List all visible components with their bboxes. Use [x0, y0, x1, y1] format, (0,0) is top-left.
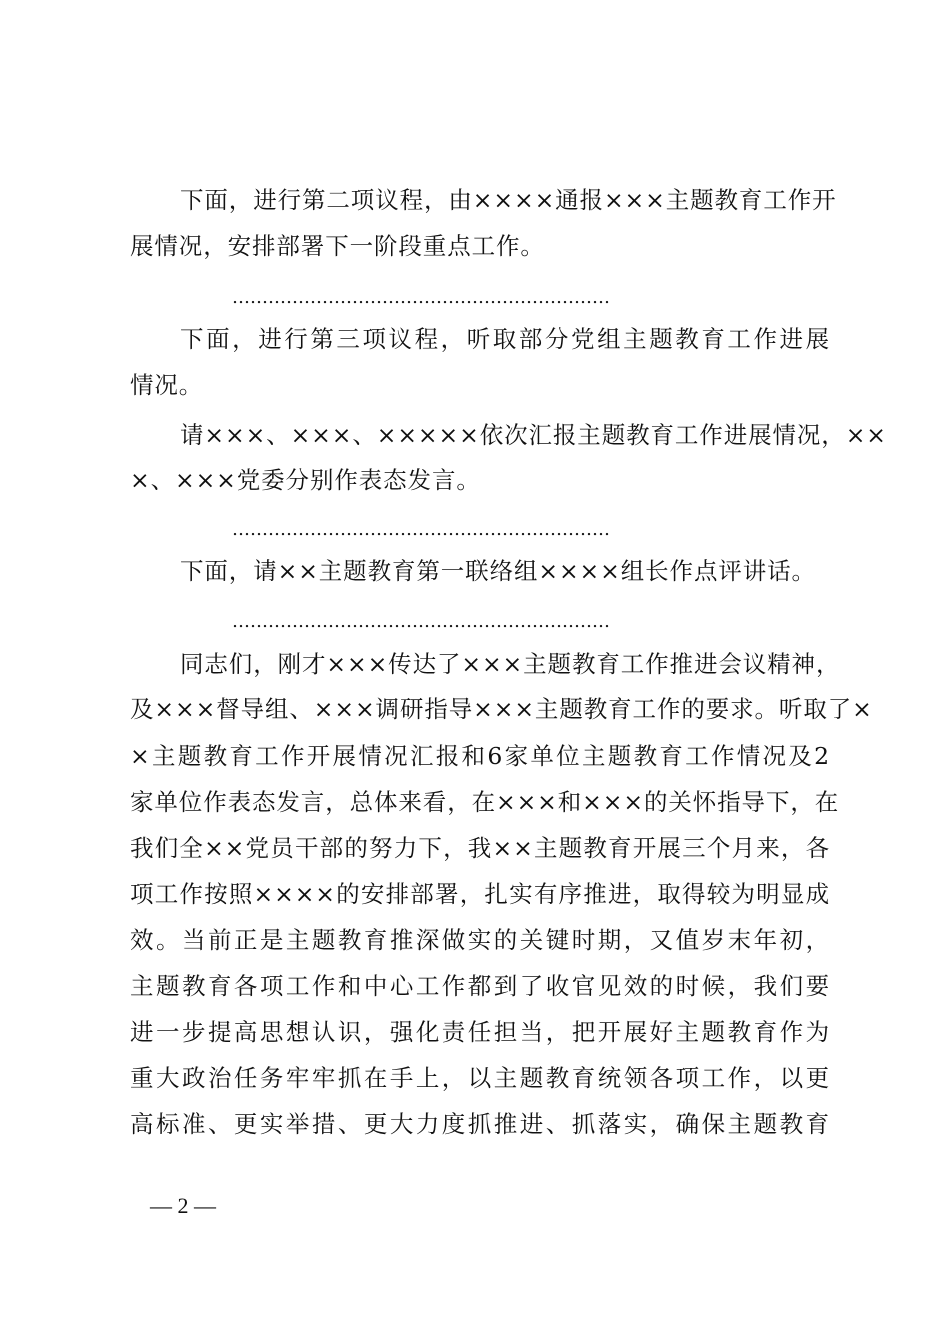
paragraph-agenda-three-line-1: 下面，进行第三项议程，听取部分党组主题教育工作进展	[180, 325, 830, 353]
ellipsis-separator: ………………………………………………………	[232, 612, 610, 632]
paragraph-report-line-2: ×、×××党委分别作表态发言。	[130, 466, 481, 494]
speech-line: 家单位作表态发言，总体来看，在×××和×××的关怀指导下，在	[130, 788, 840, 816]
speech-line: 同志们，刚才×××传达了×××主题教育工作推进会议精神，	[180, 650, 841, 678]
ellipsis-separator: ………………………………………………………	[232, 288, 610, 308]
paragraph-report-line-1: 请×××、×××、×××××依次汇报主题教育工作进展情况，××	[180, 421, 887, 449]
speech-line: 主题教育各项工作和中心工作都到了收官见效的时候，我们要	[130, 972, 830, 1000]
paragraph-comment-speech: 下面，请××主题教育第一联络组××××组长作点评讲话。	[180, 557, 816, 585]
speech-line: 高标准、更实举措、更大力度抓推进、抓落实，确保主题教育	[130, 1110, 830, 1138]
speech-line: 我们全××党员干部的努力下，我××主题教育开展三个月来，各	[130, 834, 830, 862]
speech-line: 效。当前正是主题教育推深做实的关键时期，又值岁末年初，	[130, 926, 830, 954]
page-number: — 2 —	[150, 1193, 216, 1218]
speech-line: 进一步提高思想认识，强化责任担当，把开展好主题教育作为	[130, 1018, 830, 1046]
speech-line: ×主题教育工作开展情况汇报和6家单位主题教育工作情况及2	[130, 742, 830, 770]
speech-line: 及×××督导组、×××调研指导×××主题教育工作的要求。听取了×	[130, 695, 873, 723]
speech-line: 重大政治任务牢牢抓在手上，以主题教育统领各项工作，以更	[130, 1064, 830, 1092]
ellipsis-separator: ………………………………………………………	[232, 520, 610, 540]
paragraph-agenda-three-line-2: 情况。	[130, 371, 204, 399]
paragraph-agenda-two-line-1: 下面，进行第二项议程，由××××通报×××主题教育工作开	[180, 186, 837, 214]
paragraph-agenda-two-line-2: 展情况，安排部署下一阶段重点工作。	[130, 232, 545, 260]
speech-line: 项工作按照××××的安排部署，扎实有序推进，取得较为明显成	[130, 880, 830, 908]
